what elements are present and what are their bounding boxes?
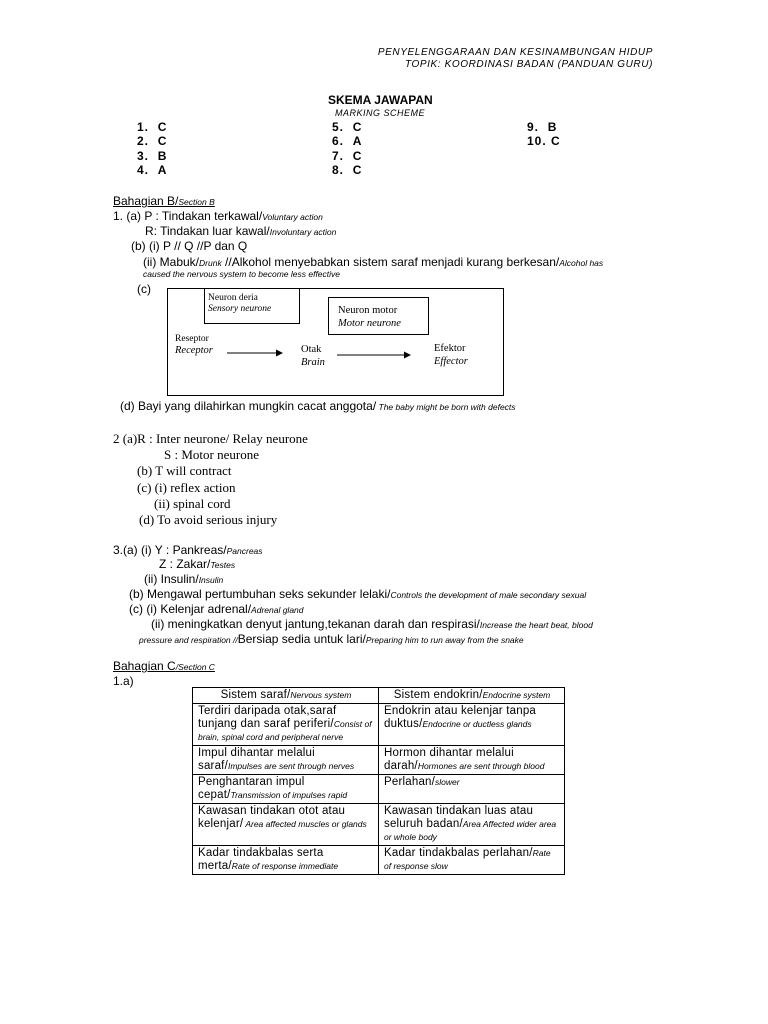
mcq-item: 4. A xyxy=(137,163,168,177)
arrow-receptor-brain xyxy=(225,348,285,358)
header-line-1: PENYELENGGARAAN DAN KESINAMBUNGAN HIDUP xyxy=(377,47,653,58)
q1-d: (d) Bayi yang dilahirkan mungkin cacat anggota/ The baby might be born with defects xyxy=(120,399,516,413)
q2-c-i: (c) (i) reflex action xyxy=(137,480,236,495)
table-header-endocrine: Sistem endokrin/Endocrine system xyxy=(379,688,565,704)
section-c-q1a: 1.a) xyxy=(113,674,134,688)
q2-d: (d) To avoid serious injury xyxy=(139,512,278,527)
page-subtitle: MARKING SCHEME xyxy=(335,108,426,118)
header-line-2: TOPIK: KOORDINASI BADAN (PANDUAN GURU) xyxy=(404,59,653,70)
q3-c-i: (c) (i) Kelenjar adrenal/Adrenal gland xyxy=(129,602,304,616)
table-row xyxy=(193,775,565,804)
table-cell: Penghantaran impul cepat/Transmission of impulses rapid xyxy=(193,775,379,804)
q2-b: (b) T will contract xyxy=(137,463,232,478)
table-row xyxy=(193,804,565,846)
q1-a-r: R: Tindakan luar kawal/Involuntary action xyxy=(145,224,337,238)
table-cell: Kadar tindakbalas serta merta/Rate of response immediate xyxy=(193,846,379,875)
sensory-neurone-label: Neuron deria Sensory neurone xyxy=(208,293,272,314)
mcq-item: 7. C xyxy=(332,149,363,163)
q3-a-i-z: Z : Zakar/Testes xyxy=(159,557,236,571)
mcq-item: 10. C xyxy=(527,134,561,148)
page-title: SKEMA JAWAPAN xyxy=(328,93,433,107)
q2-c-ii: (ii) spinal cord xyxy=(154,496,231,511)
mcq-item: 9. B xyxy=(527,120,558,134)
mcq-item: 6. A xyxy=(332,134,363,148)
effector-label: Efektor Effector xyxy=(434,343,468,367)
mcq-item: 5. C xyxy=(332,120,363,134)
arrow-brain-effector xyxy=(335,350,413,360)
brain-label: Otak Brain xyxy=(301,344,325,368)
q3-b: (b) Mengawal pertumbuhan seks sekunder lelaki/Controls the development of male secondary sexual xyxy=(129,587,587,601)
table-row xyxy=(193,746,565,775)
mcq-item: 1. C xyxy=(137,120,168,134)
table-row xyxy=(193,846,565,875)
comparison-table xyxy=(192,687,565,875)
q1-b-i: (b) (i) P // Q //P dan Q xyxy=(131,239,248,253)
section-c-heading: Bahagian C/Section C xyxy=(113,659,215,673)
mcq-item: 2. C xyxy=(137,134,168,148)
q3-a-ii: (ii) Insulin/Insulin xyxy=(144,572,224,586)
table-cell: Kawasan tindakan otot atau kelenjar/ Area affected muscles or glands xyxy=(193,804,379,846)
mcq-item: 3. B xyxy=(137,149,168,163)
q1-a-p: 1. (a) P : Tindakan terkawal/Voluntary action xyxy=(113,209,323,223)
q2-a-r: 2 (a)R : Inter neurone/ Relay neurone xyxy=(113,431,308,446)
table-cell: Endokrin atau kelenjar tanpa duktus/Endocrine or ductless glands xyxy=(379,704,565,746)
table-cell: Kawasan tindakan luas atau seluruh badan/Area Affected wider area or whole body xyxy=(379,804,565,846)
table-cell: Perlahan/slower xyxy=(379,775,565,804)
receptor-label: Reseptor Receptor xyxy=(175,334,213,356)
table-cell: Impul dihantar melalui saraf/Impulses are sent through nerves xyxy=(193,746,379,775)
q3-a-i-y: 3.(a) (i) Y : Pankreas/Pancreas xyxy=(113,543,263,557)
table-header-row xyxy=(193,688,565,704)
table-row xyxy=(193,704,565,746)
q1-b-ii: (ii) Mabuk/Drunk //Alkohol menyebabkan sistem saraf menjadi kurang berkesan/Alcohol has xyxy=(143,255,604,269)
mcq-item: 8. C xyxy=(332,163,363,177)
q3-c-ii: (ii) meningkatkan denyut jantung,tekanan darah dan respirasi/Increase the heart beat, blood xyxy=(151,617,593,631)
q2-a-s: S : Motor neurone xyxy=(164,447,259,462)
table-header-nervous: Sistem saraf/Nervous system xyxy=(193,688,379,704)
q1-c-label: (c) xyxy=(137,282,151,296)
motor-neurone-label: Neuron motor Motor neurone xyxy=(338,305,401,329)
q3-c-ii-cont: pressure and respiration //Bersiap sedia untuk lari/Preparing him to run away from the snake xyxy=(139,632,524,646)
table-cell: Terdiri daripada otak,saraf tunjang dan saraf periferi/Consist of brain, spinal cord and peripheral nerve xyxy=(193,704,379,746)
q1-b-ii-cont: caused the nervous system to become less effective xyxy=(143,269,341,279)
table-cell: Kadar tindakbalas perlahan/Rate of response slow xyxy=(379,846,565,875)
section-b-heading: Bahagian B/Section B xyxy=(113,194,215,208)
table-cell: Hormon dihantar melalui darah/Hormones are sent through blood xyxy=(379,746,565,775)
